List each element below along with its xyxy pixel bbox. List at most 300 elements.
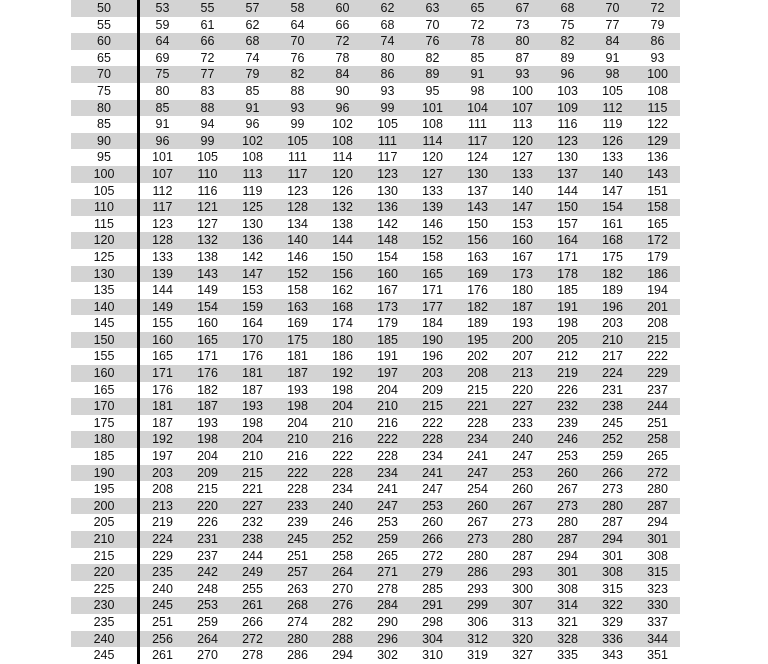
value-cell: 287	[545, 531, 590, 548]
value-cell: 139	[410, 199, 455, 216]
table-row	[71, 232, 680, 249]
value-cell: 198	[332, 382, 353, 397]
table-row	[71, 100, 680, 117]
value-cell: 140	[512, 183, 533, 198]
value-cell: 204	[197, 449, 218, 464]
value-cell: 260	[455, 498, 500, 515]
value-cell: 239	[287, 515, 308, 530]
value-cell: 181	[287, 349, 308, 364]
value-cell: 280	[557, 515, 578, 530]
value-cell: 272	[230, 631, 275, 648]
value-cell: 253	[557, 449, 578, 464]
value-cell: 123	[152, 216, 173, 231]
value-cell: 160	[139, 332, 186, 349]
value-cell: 163	[275, 299, 320, 316]
table-row	[71, 431, 680, 448]
value-cell: 300	[512, 581, 533, 596]
table-row	[71, 498, 680, 515]
value-cell: 157	[557, 216, 578, 231]
value-cell: 205	[545, 332, 590, 349]
value-cell: 252	[590, 431, 635, 448]
value-cell: 239	[557, 415, 578, 430]
value-cell: 152	[410, 232, 455, 249]
value-cell: 258	[332, 548, 353, 563]
value-cell: 261	[230, 597, 275, 614]
value-cell: 73	[515, 17, 530, 32]
value-cell: 191	[545, 299, 590, 316]
value-cell: 272	[635, 465, 680, 482]
value-cell: 245	[275, 531, 320, 548]
value-cell: 251	[647, 415, 668, 430]
value-cell: 265	[377, 548, 398, 563]
value-cell: 228	[287, 482, 308, 497]
table-row	[71, 481, 680, 498]
value-cell: 224	[590, 365, 635, 382]
value-cell: 308	[557, 581, 578, 596]
value-cell: 77	[605, 17, 620, 32]
value-cell: 120	[422, 150, 443, 165]
table-row	[71, 448, 680, 465]
value-cell: 280	[467, 548, 488, 563]
row-key-cell: 225	[71, 581, 139, 598]
value-cell: 286	[455, 564, 500, 581]
value-cell: 86	[365, 66, 410, 83]
value-cell: 253	[500, 465, 545, 482]
value-cell: 273	[512, 515, 533, 530]
value-cell: 147	[230, 266, 275, 283]
value-cell: 126	[332, 183, 353, 198]
value-cell: 193	[287, 382, 308, 397]
value-cell: 273	[602, 482, 623, 497]
value-cell: 186	[635, 266, 680, 283]
value-cell: 291	[410, 597, 455, 614]
value-cell: 249	[230, 564, 275, 581]
table-row	[71, 597, 680, 614]
value-cell: 101	[152, 150, 173, 165]
value-cell: 222	[275, 465, 320, 482]
value-cell: 119	[242, 183, 263, 198]
table-row	[71, 348, 680, 365]
value-cell: 136	[365, 199, 410, 216]
value-cell: 93	[380, 83, 395, 98]
value-cell: 203	[602, 316, 623, 331]
value-cell: 163	[467, 249, 488, 264]
row-key-cell: 220	[71, 564, 139, 581]
value-cell: 266	[590, 465, 635, 482]
value-cell: 268	[275, 597, 320, 614]
value-cell: 222	[365, 431, 410, 448]
value-cell: 82	[275, 66, 320, 83]
value-cell: 80	[500, 33, 545, 50]
row-key-cell: 105	[71, 183, 139, 200]
value-cell: 164	[545, 232, 590, 249]
value-cell: 53	[139, 0, 186, 17]
value-cell: 117	[275, 166, 320, 183]
value-cell: 185	[365, 332, 410, 349]
value-cell: 228	[377, 449, 398, 464]
value-cell: 120	[320, 166, 365, 183]
value-cell: 134	[287, 216, 308, 231]
value-cell: 202	[467, 349, 488, 364]
value-cell: 185	[557, 283, 578, 298]
value-cell: 124	[467, 150, 488, 165]
table-row	[71, 548, 680, 565]
value-cell: 294	[557, 548, 578, 563]
value-cell: 227	[230, 498, 275, 515]
value-cell: 247	[422, 482, 443, 497]
value-cell: 337	[647, 614, 668, 629]
value-cell: 247	[365, 498, 410, 515]
value-cell: 146	[287, 249, 308, 264]
value-cell: 253	[377, 515, 398, 530]
value-cell: 138	[332, 216, 353, 231]
value-cell: 187	[242, 382, 263, 397]
value-cell: 259	[365, 531, 410, 548]
value-cell: 98	[590, 66, 635, 83]
value-cell: 133	[602, 150, 623, 165]
row-key-cell: 210	[71, 531, 139, 548]
value-cell: 278	[242, 648, 263, 663]
value-cell: 96	[545, 66, 590, 83]
value-cell: 287	[512, 548, 533, 563]
value-cell: 203	[139, 465, 186, 482]
value-cell: 120	[500, 133, 545, 150]
value-cell: 85	[245, 83, 260, 98]
value-cell: 159	[230, 299, 275, 316]
value-cell: 306	[467, 614, 488, 629]
value-cell: 287	[602, 515, 623, 530]
value-cell: 194	[647, 283, 668, 298]
value-cell: 108	[320, 133, 365, 150]
value-cell: 208	[647, 316, 668, 331]
value-cell: 93	[500, 66, 545, 83]
value-cell: 320	[500, 631, 545, 648]
value-cell: 113	[230, 166, 275, 183]
value-cell: 132	[185, 232, 230, 249]
value-cell: 242	[185, 564, 230, 581]
value-cell: 87	[515, 50, 530, 65]
table-row	[71, 365, 680, 382]
value-cell: 91	[230, 100, 275, 117]
value-cell: 72	[470, 17, 485, 32]
table-row	[71, 581, 680, 598]
value-cell: 204	[320, 398, 365, 415]
value-cell: 91	[605, 50, 620, 65]
value-cell: 287	[635, 498, 680, 515]
value-cell: 180	[320, 332, 365, 349]
value-cell: 72	[320, 33, 365, 50]
value-cell: 144	[152, 283, 173, 298]
value-cell: 227	[500, 398, 545, 415]
row-key-cell: 235	[71, 614, 139, 631]
row-key-cell: 65	[71, 50, 139, 67]
value-cell: 108	[242, 150, 263, 165]
value-cell: 89	[560, 50, 575, 65]
value-cell: 302	[377, 648, 398, 663]
value-cell: 252	[320, 531, 365, 548]
value-cell: 244	[242, 548, 263, 563]
value-cell: 114	[410, 133, 455, 150]
value-cell: 133	[500, 166, 545, 183]
value-cell: 55	[185, 0, 230, 17]
value-cell: 78	[335, 50, 350, 65]
value-cell: 237	[647, 382, 668, 397]
value-cell: 284	[365, 597, 410, 614]
value-cell: 296	[365, 631, 410, 648]
value-cell: 280	[590, 498, 635, 515]
value-cell: 130	[377, 183, 398, 198]
value-cell: 122	[647, 117, 668, 132]
value-cell: 210	[332, 415, 353, 430]
row-key-cell: 80	[71, 100, 139, 117]
value-cell: 308	[590, 564, 635, 581]
table-row	[71, 249, 680, 266]
value-cell: 136	[647, 150, 668, 165]
value-cell: 253	[185, 597, 230, 614]
value-cell: 328	[545, 631, 590, 648]
value-cell: 170	[230, 332, 275, 349]
value-cell: 217	[602, 349, 623, 364]
value-cell: 86	[635, 33, 680, 50]
value-cell: 210	[590, 332, 635, 349]
value-cell: 323	[647, 581, 668, 596]
table-row	[71, 614, 680, 631]
value-cell: 198	[557, 316, 578, 331]
table-row	[71, 465, 680, 482]
value-cell: 209	[422, 382, 443, 397]
value-cell: 128	[275, 199, 320, 216]
value-cell: 176	[242, 349, 263, 364]
value-cell: 212	[557, 349, 578, 364]
value-cell: 173	[500, 266, 545, 283]
value-cell: 203	[410, 365, 455, 382]
value-cell: 278	[377, 581, 398, 596]
value-cell: 274	[287, 614, 308, 629]
value-cell: 314	[545, 597, 590, 614]
value-cell: 240	[500, 431, 545, 448]
value-cell: 294	[590, 531, 635, 548]
value-cell: 110	[185, 166, 230, 183]
lookup-table-container	[71, 0, 681, 664]
table-row	[71, 531, 680, 548]
value-cell: 301	[602, 548, 623, 563]
value-cell: 276	[320, 597, 365, 614]
value-cell: 171	[139, 365, 186, 382]
value-cell: 279	[410, 564, 455, 581]
value-cell: 64	[290, 17, 305, 32]
row-key-cell: 70	[71, 66, 139, 83]
value-cell: 150	[467, 216, 488, 231]
value-cell: 182	[455, 299, 500, 316]
row-key-cell: 115	[71, 216, 139, 233]
value-cell: 280	[275, 631, 320, 648]
value-cell: 140	[275, 232, 320, 249]
value-cell: 219	[545, 365, 590, 382]
value-cell: 154	[590, 199, 635, 216]
value-cell: 210	[275, 431, 320, 448]
value-cell: 74	[365, 33, 410, 50]
value-cell: 196	[422, 349, 443, 364]
value-cell: 77	[185, 66, 230, 83]
row-key-cell: 120	[71, 232, 139, 249]
value-cell: 137	[467, 183, 488, 198]
row-key-cell: 195	[71, 481, 139, 498]
value-cell: 150	[332, 249, 353, 264]
value-cell: 133	[152, 249, 173, 264]
value-cell: 307	[500, 597, 545, 614]
value-cell: 351	[647, 648, 668, 663]
value-cell: 280	[500, 531, 545, 548]
value-cell: 215	[635, 332, 680, 349]
value-cell: 76	[410, 33, 455, 50]
value-cell: 84	[320, 66, 365, 83]
row-key-cell: 230	[71, 597, 139, 614]
value-cell: 112	[590, 100, 635, 117]
value-cell: 248	[197, 581, 218, 596]
value-cell: 142	[377, 216, 398, 231]
value-cell: 63	[410, 0, 455, 17]
value-cell: 158	[422, 249, 443, 264]
row-key-cell: 60	[71, 33, 139, 50]
value-cell: 96	[139, 133, 186, 150]
value-cell: 247	[512, 449, 533, 464]
value-cell: 215	[230, 465, 275, 482]
table-row	[71, 83, 680, 100]
table-row	[71, 50, 680, 67]
value-cell: 261	[152, 648, 173, 663]
value-cell: 247	[455, 465, 500, 482]
value-cell: 140	[590, 166, 635, 183]
value-cell: 80	[380, 50, 395, 65]
value-cell: 176	[185, 365, 230, 382]
value-cell: 105	[197, 150, 218, 165]
value-cell: 146	[422, 216, 443, 231]
row-key-cell: 95	[71, 149, 139, 166]
row-key-cell: 155	[71, 348, 139, 365]
row-key-cell: 180	[71, 431, 139, 448]
value-cell: 221	[455, 398, 500, 415]
value-cell: 201	[635, 299, 680, 316]
value-cell: 204	[230, 431, 275, 448]
table-row	[71, 514, 680, 531]
value-cell: 107	[139, 166, 186, 183]
value-cell: 168	[590, 232, 635, 249]
value-cell: 288	[320, 631, 365, 648]
value-cell: 266	[242, 614, 263, 629]
value-cell: 267	[557, 482, 578, 497]
value-cell: 232	[242, 515, 263, 530]
value-cell: 336	[590, 631, 635, 648]
value-cell: 100	[512, 83, 533, 98]
value-cell: 321	[557, 614, 578, 629]
value-cell: 105	[602, 83, 623, 98]
row-key-cell: 125	[71, 249, 139, 266]
value-cell: 235	[139, 564, 186, 581]
value-cell: 100	[635, 66, 680, 83]
value-cell: 177	[410, 299, 455, 316]
value-cell: 113	[512, 117, 533, 132]
value-cell: 234	[455, 431, 500, 448]
value-cell: 95	[425, 83, 440, 98]
table-row	[71, 315, 680, 332]
value-cell: 107	[500, 100, 545, 117]
value-cell: 207	[512, 349, 533, 364]
value-cell: 158	[287, 283, 308, 298]
row-key-cell: 110	[71, 199, 139, 216]
value-cell: 121	[185, 199, 230, 216]
value-cell: 79	[650, 17, 665, 32]
value-cell: 182	[590, 266, 635, 283]
value-cell: 68	[380, 17, 395, 32]
value-cell: 130	[455, 166, 500, 183]
value-cell: 132	[320, 199, 365, 216]
value-cell: 108	[647, 83, 668, 98]
value-cell: 237	[197, 548, 218, 563]
value-cell: 89	[410, 66, 455, 83]
value-cell: 234	[365, 465, 410, 482]
value-cell: 152	[275, 266, 320, 283]
value-cell: 267	[467, 515, 488, 530]
table-row	[71, 382, 680, 399]
value-cell: 144	[557, 183, 578, 198]
value-cell: 123	[365, 166, 410, 183]
value-cell: 222	[332, 449, 353, 464]
table-row	[71, 398, 680, 415]
value-cell: 143	[185, 266, 230, 283]
value-cell: 216	[377, 415, 398, 430]
value-cell: 270	[332, 581, 353, 596]
value-cell: 319	[467, 648, 488, 663]
value-cell: 266	[410, 531, 455, 548]
value-cell: 244	[635, 398, 680, 415]
value-cell: 78	[455, 33, 500, 50]
value-cell: 229	[152, 548, 173, 563]
value-cell: 251	[287, 548, 308, 563]
value-cell: 220	[512, 382, 533, 397]
row-key-cell: 150	[71, 332, 139, 349]
value-cell: 82	[545, 33, 590, 50]
value-cell: 335	[557, 648, 578, 663]
table-row	[71, 66, 680, 83]
value-cell: 208	[455, 365, 500, 382]
row-key-cell: 185	[71, 448, 139, 465]
value-cell: 241	[467, 449, 488, 464]
value-cell: 241	[410, 465, 455, 482]
value-cell: 165	[185, 332, 230, 349]
value-cell: 168	[320, 299, 365, 316]
row-key-cell: 240	[71, 631, 139, 648]
value-cell: 273	[455, 531, 500, 548]
value-cell: 233	[275, 498, 320, 515]
value-cell: 116	[557, 117, 578, 132]
value-cell: 208	[152, 482, 173, 497]
table-row	[71, 282, 680, 299]
table-row	[71, 647, 680, 664]
value-cell: 329	[602, 614, 623, 629]
table-row	[71, 631, 680, 648]
table-row	[71, 332, 680, 349]
value-cell: 167	[512, 249, 533, 264]
value-cell: 133	[422, 183, 443, 198]
value-cell: 67	[500, 0, 545, 17]
value-cell: 272	[422, 548, 443, 563]
value-cell: 93	[650, 50, 665, 65]
value-cell: 117	[455, 133, 500, 150]
value-cell: 136	[230, 232, 275, 249]
table-body	[71, 0, 680, 664]
value-cell: 187	[185, 398, 230, 415]
value-cell: 189	[602, 283, 623, 298]
